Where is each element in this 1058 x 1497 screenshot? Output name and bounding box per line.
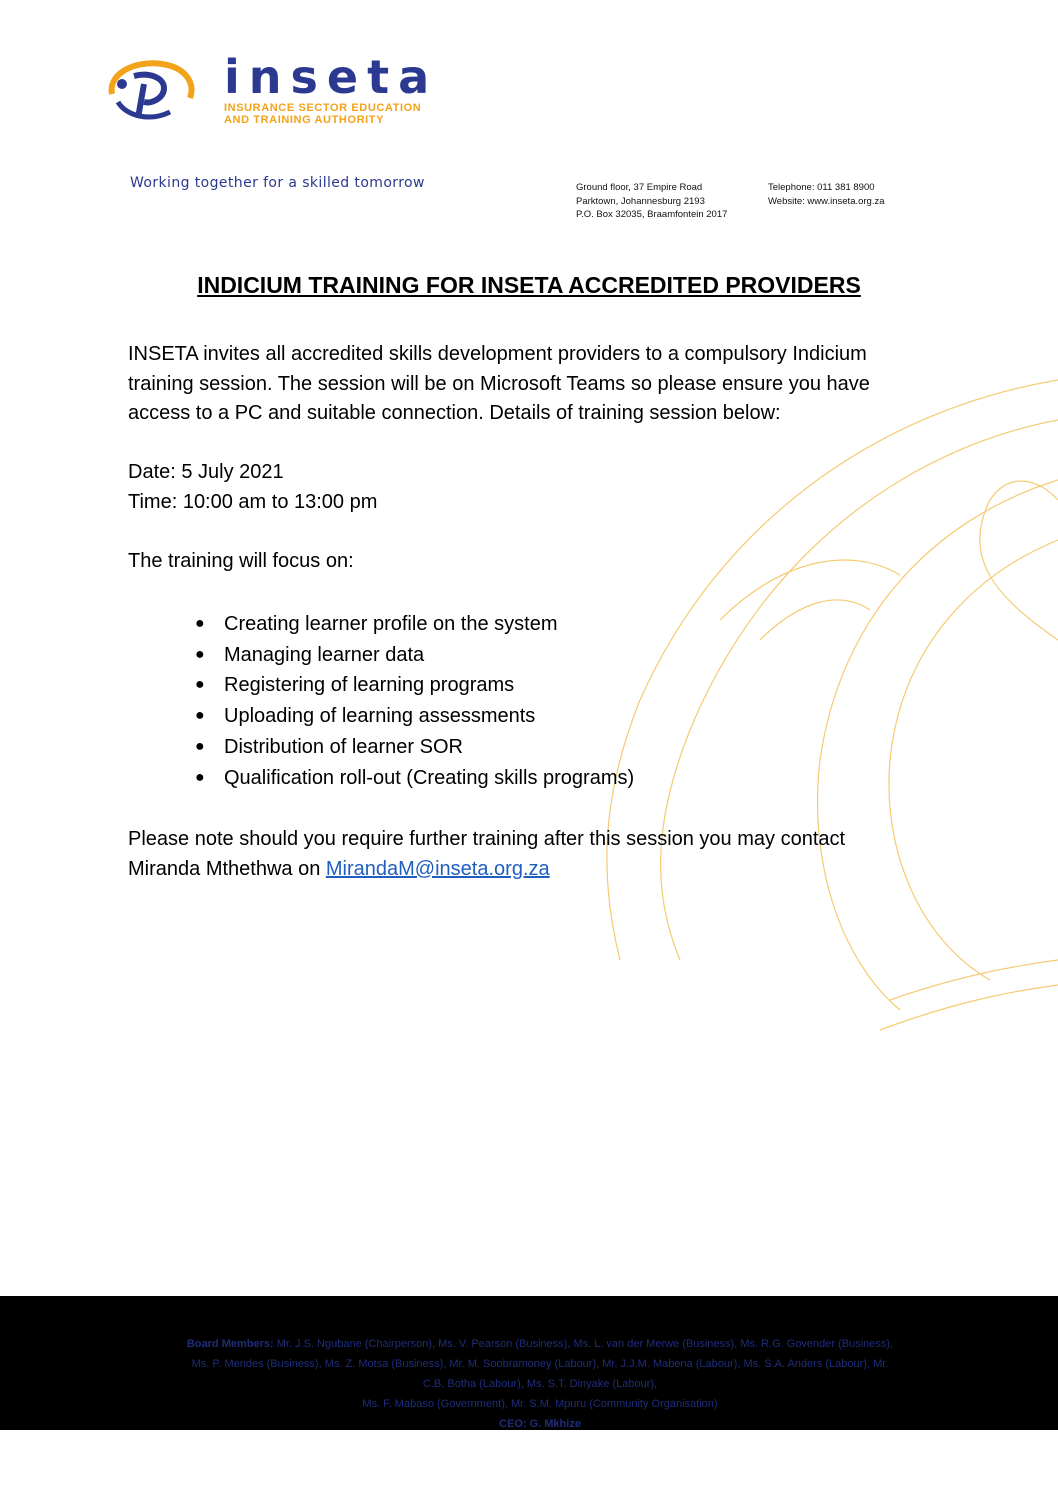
bullet-icon: ● bbox=[195, 615, 205, 632]
list-item: ● Uploading of learning assessments bbox=[128, 701, 928, 732]
board-line-3: C.B. Botha (Labour), Ms. S.T. Dinyake (Labour), bbox=[422, 1378, 658, 1390]
board-label: Board Members: bbox=[186, 1338, 274, 1350]
list-item: ● Registering of learning programs bbox=[128, 670, 928, 701]
bullet-icon: ● bbox=[195, 707, 205, 725]
board-line-1: Mr. J.S. Ngubane (Chairperson), Ms. V. Pearson (Business), Ms. L. van der Merwe (Business), Ms. R.G. Govender (Business), bbox=[273, 1338, 894, 1350]
inseta-logo-icon bbox=[104, 54, 200, 124]
brand-subtitle-line-2: AND TRAINING AUTHORITY bbox=[224, 114, 385, 126]
address-line: Ground floor, 37 Empire Road bbox=[576, 182, 703, 193]
document-title: INDICIUM TRAINING FOR INSETA ACCREDITED PROVIDERS bbox=[197, 272, 861, 298]
list-item: ● Managing learner data bbox=[128, 640, 928, 671]
bullet-icon: ● bbox=[195, 737, 205, 755]
brand-name: inseta bbox=[224, 50, 439, 104]
contact-details bbox=[768, 181, 885, 208]
board-line-4: Ms. F. Mabaso (Government), Mr. S.M. Mpuru (Community Organisation) bbox=[362, 1398, 718, 1410]
list-item: ● Distribution of learner SOR bbox=[128, 732, 928, 763]
email-link[interactable]: MirandaM@inseta.org.za bbox=[325, 857, 550, 880]
bullet-icon: ● bbox=[195, 676, 205, 694]
bullet-icon: ● bbox=[195, 768, 205, 786]
ceo-line: CEO: G. Mkhize bbox=[499, 1418, 581, 1430]
closing-line-1: Please note should you require further training after this session you may contact bbox=[128, 828, 846, 851]
contact-name: Miranda Mthethwa on bbox=[128, 857, 326, 880]
intro-paragraph: INSETA invites all accredited skills development providers to a compulsory Indicium training session. The session will be on Microsoft Teams so please ensure you have access to a PC and suitable connection. Details of training session below: bbox=[128, 343, 870, 424]
board-line-2: Ms. P. Mendes (Business), Ms. Z. Motsa (Business), Mr. M. Soobramoney (Labour), Mr. J.J.M. Mabena (Labour), Ms. S.A. Anders (Labour), Mr. bbox=[191, 1358, 889, 1370]
list-item: ● Qualification roll-out (Creating skills programs) bbox=[128, 763, 928, 794]
focus-list bbox=[128, 609, 928, 793]
footer-bar bbox=[0, 1296, 1058, 1430]
list-item: ● Creating learner profile on the system bbox=[128, 609, 928, 640]
tagline: Working together for a skilled tomorrow bbox=[130, 175, 425, 191]
document-body bbox=[128, 340, 928, 884]
website: Website: www.inseta.org.za bbox=[768, 195, 885, 207]
address-line: Parktown, Johannesburg 2193 bbox=[576, 195, 705, 207]
focus-intro: The training will focus on: bbox=[128, 549, 354, 572]
session-time: Time: 10:00 am to 13:00 pm bbox=[128, 490, 378, 513]
board-members bbox=[110, 1334, 970, 1434]
brand-subtitle-line-1: INSURANCE SECTOR EDUCATION bbox=[224, 102, 422, 114]
address-line: P.O. Box 32035, Braamfontein 2017 bbox=[576, 209, 728, 221]
closing-line-2 bbox=[128, 855, 928, 885]
session-date: Date: 5 July 2021 bbox=[128, 461, 284, 483]
telephone: Telephone: 011 381 8900 bbox=[768, 182, 875, 193]
postal-address bbox=[576, 181, 727, 222]
bullet-icon: ● bbox=[195, 645, 205, 663]
brand-block bbox=[224, 50, 439, 126]
